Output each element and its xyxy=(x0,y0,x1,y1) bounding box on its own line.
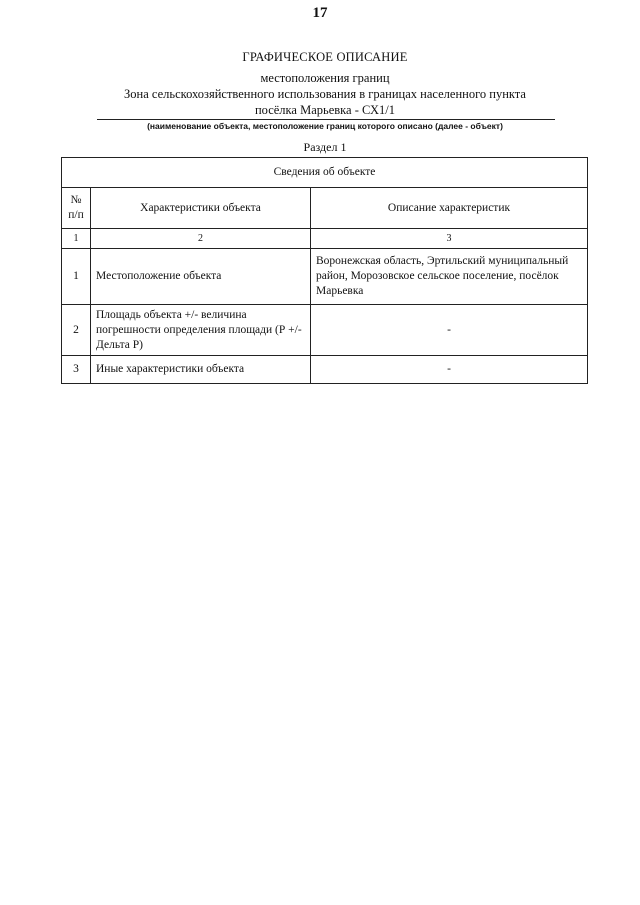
row-description: - xyxy=(311,305,588,356)
row-characteristic: Местоположение объекта xyxy=(91,249,311,305)
row-description: - xyxy=(311,356,588,384)
subtitle-line: посёлка Марьевка - СХ1/1 xyxy=(254,103,396,117)
document-title: ГРАФИЧЕСКОЕ ОПИСАНИЕ xyxy=(242,50,408,64)
object-caption: (наименование объекта, местоположение границ которого описано (далее - объект) xyxy=(147,121,503,131)
subtitle-line: Зона сельскохозяйственного использования в границах населенного пункта xyxy=(124,87,526,101)
column-number-row xyxy=(62,229,588,249)
row-number: 1 xyxy=(62,249,91,305)
column-header-row xyxy=(62,188,588,229)
table-header-row xyxy=(62,158,588,188)
section-title: Раздел 1 xyxy=(303,140,347,154)
table-row xyxy=(62,356,588,384)
page-number: 17 xyxy=(312,5,328,21)
row-number: 2 xyxy=(62,305,91,356)
underline-divider xyxy=(97,119,555,120)
column-number: 1 xyxy=(62,229,91,249)
table-row xyxy=(62,249,588,305)
row-characteristic: Площадь объекта +/- величина погрешности определения площади (Р +/- Дельта Р) xyxy=(91,305,311,356)
table-row xyxy=(62,305,588,356)
column-number: 3 xyxy=(311,229,588,249)
column-header-characteristic: Характеристики объекта xyxy=(91,188,311,229)
column-number: 2 xyxy=(91,229,311,249)
document-subtitle xyxy=(60,70,590,118)
row-number: 3 xyxy=(62,356,91,384)
column-header-num: № п/п xyxy=(62,188,91,229)
object-header-cell: Сведения об объекте xyxy=(62,158,588,188)
row-characteristic: Иные характеристики объекта xyxy=(91,356,311,384)
subtitle-line: местоположения границ xyxy=(260,71,390,85)
row-description: Воронежская область, Эртильский муниципальный район, Морозовское сельское поселение, посёлок Марьевка xyxy=(311,249,588,305)
column-header-description: Описание характеристик xyxy=(311,188,588,229)
object-info-table xyxy=(61,157,588,384)
